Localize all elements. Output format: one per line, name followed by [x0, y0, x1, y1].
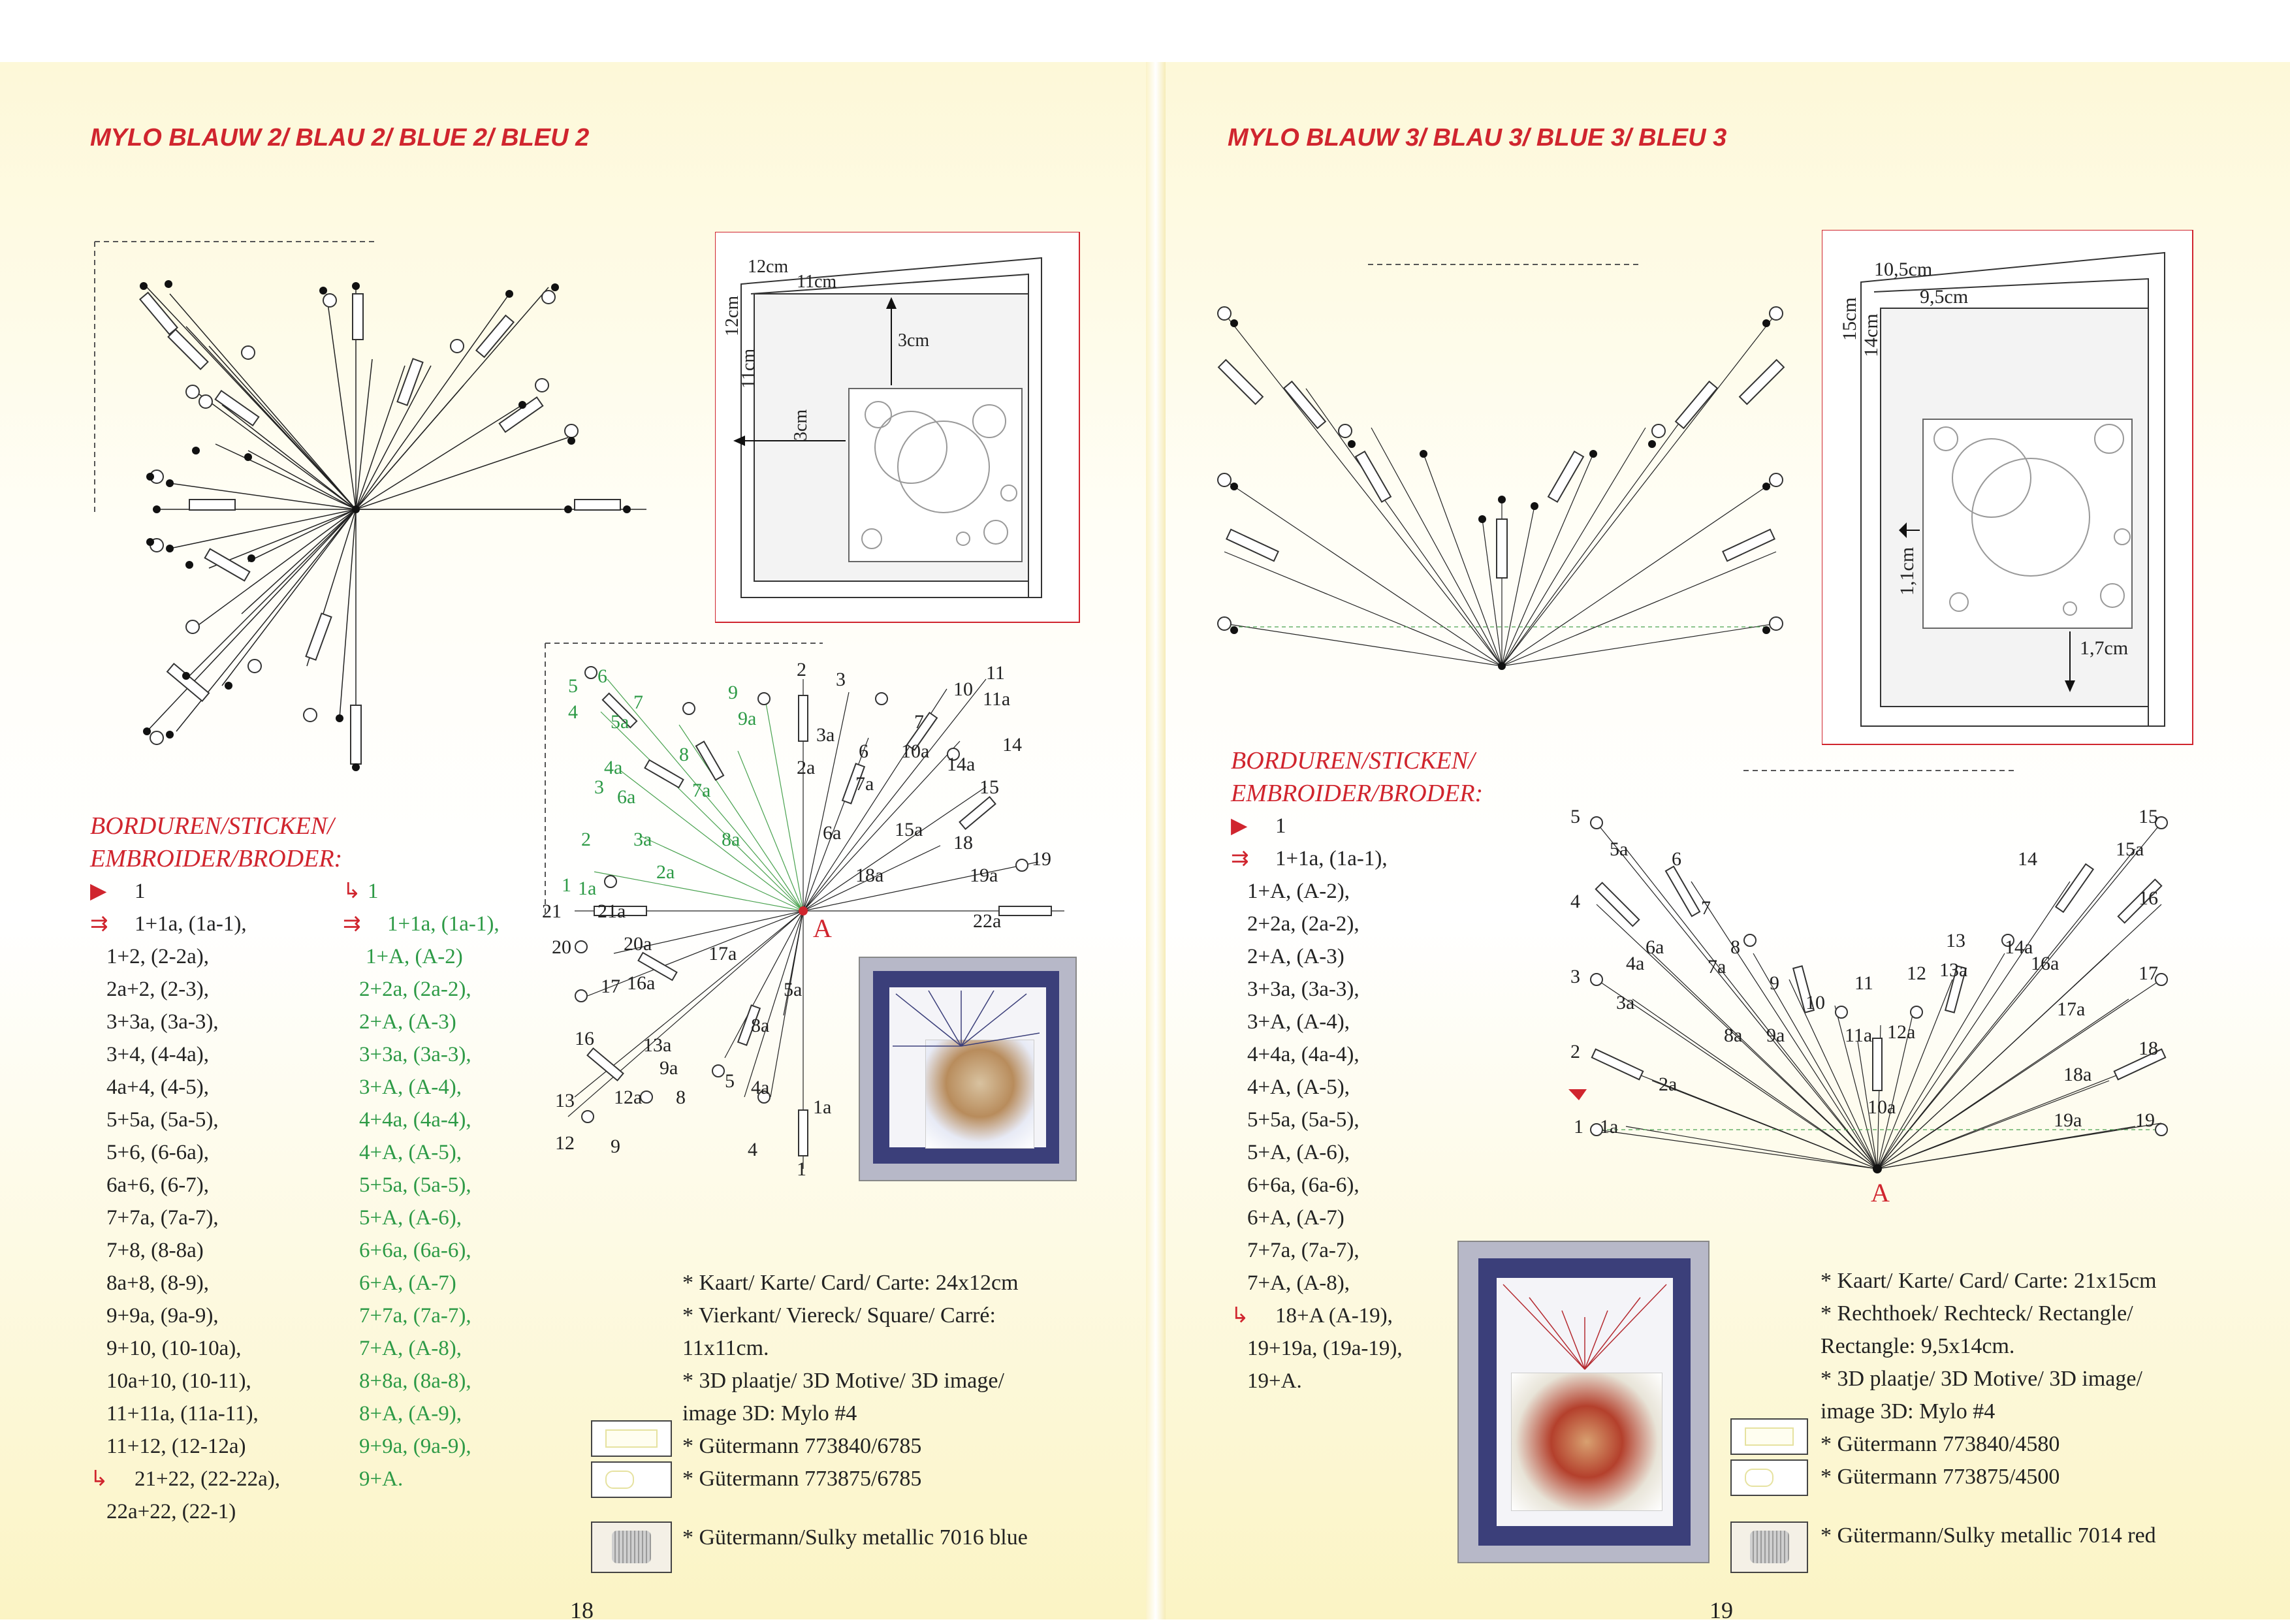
book-spine [1146, 62, 1166, 1619]
svg-text:9a: 9a [1766, 1025, 1785, 1046]
step-row: ▶ 1 [1231, 814, 1286, 838]
right-dim-offset-bottom: 1,7cm [2080, 637, 2129, 659]
step-row: 4+4a, (4a-4), [359, 1108, 471, 1132]
svg-text:2a: 2a [1659, 1074, 1678, 1095]
step-row: 8+A, (A-9), [359, 1402, 462, 1425]
svg-text:4a: 4a [1626, 953, 1645, 974]
step-row: 5+A, (A-6), [359, 1206, 462, 1230]
svg-text:9a: 9a [660, 1057, 678, 1079]
step-row: ▶ 1 [90, 880, 146, 903]
svg-text:21a: 21a [597, 900, 626, 922]
svg-text:1: 1 [797, 1158, 806, 1180]
svg-text:15a: 15a [895, 819, 923, 840]
right-numbered-pattern [1561, 764, 2214, 1215]
step-row: 5+5a, (5a-5), [359, 1173, 471, 1197]
left-finished-card-photo [859, 957, 1077, 1181]
svg-text:8a: 8a [1724, 1025, 1743, 1046]
svg-text:13: 13 [1946, 930, 1965, 951]
svg-text:11: 11 [986, 662, 1005, 684]
step-row: 2+A, (A-3) [1247, 945, 1344, 968]
svg-text:5: 5 [1570, 806, 1580, 827]
step-row: 7+7a, (7a-7), [106, 1206, 219, 1230]
left-page-number: 18 [570, 1597, 594, 1623]
svg-text:16: 16 [2139, 887, 2158, 909]
svg-text:19: 19 [2135, 1109, 2155, 1131]
right-photo-illustration [1511, 1373, 1662, 1511]
step-row: 7+7a, (7a-7), [1247, 1239, 1360, 1262]
step-row: 1+A, (A-2), [1247, 880, 1350, 903]
svg-text:5a: 5a [611, 711, 629, 733]
svg-text:11: 11 [1854, 972, 1873, 994]
svg-text:16a: 16a [2031, 953, 2059, 974]
step-row: 4+A, (A-5), [359, 1141, 462, 1164]
step-row: 6+6a, (6a-6), [1247, 1173, 1360, 1197]
svg-text:20a: 20a [624, 933, 652, 955]
step-row: 5+5a, (5a-5), [1247, 1108, 1360, 1132]
svg-text:3: 3 [594, 776, 604, 798]
svg-text:6a: 6a [1646, 936, 1664, 958]
step-row: 2+A, (A-3) [359, 1010, 456, 1034]
step-row: 3+A, (A-4), [359, 1075, 462, 1099]
left-thread-swatch-2 [591, 1461, 672, 1498]
svg-text:9: 9 [611, 1136, 620, 1157]
left-card-dimension-diagram [715, 232, 1081, 624]
svg-text:18a: 18a [855, 865, 884, 886]
left-materials: * Kaart/ Karte/ Card/ Carte: 24x12cm * Vierkant/ Viereck/ Square/ Carré: 11x11cm. * 3D plaatje/ 3D Motive/ 3D image/ image 3D: Mylo #4 * Gütermann 773840/6785 * Gütermann 773875/6785 * Gütermann/Sulky metallic 7016 blue [682, 1271, 1028, 1550]
step-row: 1+2, (2-2a), [106, 945, 209, 968]
left-dim-inner-width: 11cm [797, 272, 837, 292]
svg-text:17a: 17a [2057, 998, 2086, 1020]
right-embroider-heading: BORDUREN/STICKEN/ EMBROIDER/BRODER: [1231, 747, 1484, 807]
svg-text:6a: 6a [617, 786, 636, 808]
svg-text:14: 14 [2018, 848, 2037, 870]
step-row: 8+8a, (8a-8), [359, 1369, 471, 1393]
svg-text:16a: 16a [627, 972, 656, 994]
svg-text:15: 15 [2139, 806, 2158, 827]
svg-text:8: 8 [679, 744, 689, 765]
right-dim-inner-width: 9,5cm [1920, 286, 1969, 308]
svg-text:7a: 7a [1708, 956, 1726, 978]
right-page-number: 19 [1710, 1597, 1733, 1623]
svg-text:22a: 22a [973, 910, 1002, 932]
step-row: 7+8, (8-8a) [106, 1239, 204, 1262]
right-fan-pattern [1208, 258, 1796, 676]
step-row: ↳ 1 [343, 880, 379, 903]
right-metallic-spool-icon [1730, 1521, 1808, 1573]
step-row: 6+A, (A-7) [1247, 1206, 1344, 1230]
svg-text:4a: 4a [604, 757, 623, 778]
svg-text:4a: 4a [751, 1077, 770, 1098]
svg-text:9: 9 [1770, 972, 1779, 994]
svg-text:3a: 3a [633, 829, 652, 850]
step-row: 10a+10, (10-11), [106, 1369, 251, 1393]
svg-text:4: 4 [748, 1139, 757, 1160]
step-row: 7+A, (A-8), [1247, 1271, 1350, 1295]
left-embroider-heading: BORDUREN/STICKEN/ EMBROIDER/BRODER: [90, 812, 343, 872]
step-row: 11+11a, (11a-11), [106, 1402, 259, 1425]
svg-text:8: 8 [1730, 936, 1740, 958]
step-row: 2+2a, (2a-2), [359, 978, 471, 1001]
svg-text:15a: 15a [2116, 838, 2144, 860]
left-dim-outer-width: 12cm [748, 257, 789, 277]
step-row: ⇉ 1+1a, (1a-1), [343, 912, 500, 936]
step-row: 9+10, (10-10a), [106, 1337, 242, 1360]
svg-text:7a: 7a [692, 780, 711, 801]
right-materials: * Kaart/ Karte/ Card/ Carte: 21x15cm * Rechthoek/ Rechteck/ Rectangle/ Rectangle: 9,5x14cm. * 3D plaatje/ 3D Motive/ 3D image/ image 3D: Mylo #4 * Gütermann 773840/4580 * Gütermann 773875/4500 * Gütermann/Sulky metallic 7014 red [1821, 1269, 2157, 1548]
svg-text:3a: 3a [1616, 992, 1635, 1013]
step-row: 5+6, (6-6a), [106, 1141, 209, 1164]
svg-text:4: 4 [1570, 891, 1580, 912]
svg-text:5a: 5a [784, 979, 803, 1000]
svg-text:13: 13 [555, 1090, 575, 1111]
svg-text:2: 2 [797, 659, 806, 680]
svg-text:5a: 5a [1610, 838, 1629, 860]
svg-text:13a: 13a [1939, 959, 1968, 981]
left-thread-swatch-1 [591, 1420, 672, 1457]
svg-text:18: 18 [2139, 1038, 2158, 1059]
left-dim-inner-height: 11cm [739, 348, 759, 389]
svg-text:12: 12 [1907, 963, 1926, 984]
svg-text:2a: 2a [656, 861, 675, 883]
svg-text:11a: 11a [1845, 1025, 1873, 1046]
left-dim-outer-height: 12cm [722, 295, 742, 336]
svg-text:12a: 12a [1887, 1021, 1916, 1043]
svg-text:12a: 12a [614, 1087, 643, 1108]
step-row: 6+6a, (6a-6), [359, 1239, 471, 1262]
svg-text:6: 6 [859, 740, 868, 762]
svg-text:1a: 1a [578, 878, 597, 899]
left-page-title: MYLO BLAUW 2/ BLAU 2/ BLUE 2/ BLEU 2 [90, 124, 590, 151]
right-dim-outer-height: 15cm [1839, 297, 1860, 341]
svg-text:14a: 14a [947, 754, 976, 775]
svg-text:1: 1 [562, 874, 571, 896]
svg-text:20: 20 [552, 936, 571, 958]
svg-text:3a: 3a [816, 724, 835, 746]
svg-text:6: 6 [1672, 848, 1681, 870]
step-row: 6+A, (A-7) [359, 1271, 456, 1295]
svg-text:7a: 7a [855, 773, 874, 795]
step-row: 19+A. [1247, 1369, 1302, 1393]
step-row: ↳ 21+22, (22-22a), [90, 1467, 280, 1491]
step-row: 9+A. [359, 1467, 404, 1491]
right-dim-inner-height: 14cm [1860, 313, 1882, 357]
step-row: 3+3a, (3a-3), [1247, 978, 1360, 1001]
left-metallic-spool-icon [591, 1521, 672, 1573]
svg-text:17: 17 [2139, 963, 2158, 984]
step-row: 7+A, (A-8), [359, 1337, 462, 1360]
svg-text:5: 5 [725, 1070, 735, 1092]
svg-text:2a: 2a [797, 757, 816, 778]
right-point-A: A [1871, 1178, 1890, 1207]
left-point-A: A [813, 914, 832, 943]
right-dim-outer-width: 10,5cm [1874, 259, 1933, 280]
svg-text:10a: 10a [901, 740, 930, 762]
svg-text:21: 21 [542, 900, 562, 922]
step-row: 4+4a, (4a-4), [1247, 1043, 1360, 1066]
svg-text:18a: 18a [2063, 1064, 2092, 1085]
left-steps-col1 [90, 875, 280, 1528]
svg-text:14a: 14a [2005, 936, 2033, 958]
svg-text:18: 18 [953, 832, 973, 853]
svg-text:17: 17 [601, 976, 620, 997]
step-row: 3+3a, (3a-3), [359, 1043, 471, 1066]
step-row: 6a+6, (6-7), [106, 1173, 209, 1197]
step-row: 3+A, (A-4), [1247, 1010, 1350, 1034]
svg-text:11a: 11a [983, 688, 1011, 710]
right-card-dimension-diagram [1822, 230, 2194, 746]
svg-text:7: 7 [633, 692, 643, 713]
svg-text:16: 16 [575, 1028, 594, 1049]
step-row: 5+5a, (5a-5), [106, 1108, 219, 1132]
right-finished-card-photo [1457, 1241, 1710, 1563]
svg-text:7: 7 [914, 711, 924, 733]
step-row: ⇉ 1+1a, (1a-1), [90, 912, 247, 936]
svg-text:8a: 8a [751, 1015, 770, 1036]
step-row: 2a+2, (2-3), [106, 978, 209, 1001]
svg-text:10a: 10a [1868, 1096, 1896, 1118]
step-row: ⇉ 1+1a, (1a-1), [1231, 847, 1388, 870]
svg-text:19: 19 [1032, 848, 1051, 870]
step-row: 2+2a, (2a-2), [1247, 912, 1360, 936]
svg-text:9: 9 [728, 682, 738, 703]
svg-text:1a: 1a [813, 1096, 832, 1118]
svg-text:6: 6 [597, 665, 607, 687]
svg-text:2: 2 [581, 829, 591, 850]
svg-text:8: 8 [676, 1087, 686, 1108]
step-row: 4a+4, (4-5), [106, 1075, 209, 1099]
left-dim-offset-left: 3cm [791, 409, 811, 441]
svg-text:12: 12 [555, 1132, 575, 1154]
svg-text:8a: 8a [722, 829, 740, 850]
step-row: 9+9a, (9a-9), [359, 1435, 471, 1458]
svg-text:5: 5 [568, 675, 578, 697]
step-row: 8a+8, (8-9), [106, 1271, 209, 1295]
svg-text:13a: 13a [643, 1034, 672, 1056]
svg-text:2: 2 [1570, 1041, 1580, 1062]
step-row: 1+A, (A-2) [366, 945, 463, 968]
svg-text:19a: 19a [970, 865, 998, 886]
svg-text:3: 3 [836, 669, 846, 690]
svg-text:9a: 9a [738, 708, 757, 729]
right-dim-offset-left: 1,1cm [1896, 547, 1918, 596]
right-thread-swatch-1 [1730, 1418, 1808, 1455]
left-dim-offset-top: 3cm [898, 330, 930, 351]
right-thread-swatch-2 [1730, 1459, 1808, 1496]
step-row: ↳ 18+A (A-19), [1231, 1304, 1393, 1328]
svg-text:10: 10 [953, 678, 973, 700]
left-steps-col2 [343, 875, 500, 1495]
svg-text:3: 3 [1570, 966, 1580, 987]
right-page-title: MYLO BLAUW 3/ BLAU 3/ BLUE 3/ BLEU 3 [1228, 124, 1727, 151]
svg-text:1: 1 [1574, 1116, 1583, 1138]
svg-text:14: 14 [1002, 734, 1022, 756]
step-row: 3+4, (4-4a), [106, 1043, 209, 1066]
right-steps [1231, 810, 1403, 1397]
svg-text:10: 10 [1805, 992, 1825, 1013]
step-row: 11+12, (12-12a) [106, 1435, 246, 1458]
step-row: 5+A, (A-6), [1247, 1141, 1350, 1164]
svg-text:19a: 19a [2054, 1109, 2082, 1131]
step-row: 22a+22, (22-1) [106, 1500, 236, 1523]
step-row: 7+7a, (7a-7), [359, 1304, 471, 1328]
svg-text:6a: 6a [823, 822, 842, 844]
svg-text:4: 4 [568, 701, 578, 723]
svg-text:7: 7 [1701, 897, 1711, 919]
svg-text:1a: 1a [1600, 1116, 1619, 1138]
step-row: 19+19a, (19a-19), [1247, 1337, 1403, 1360]
step-row: 4+A, (A-5), [1247, 1075, 1350, 1099]
svg-text:17a: 17a [708, 943, 737, 964]
step-row: 9+9a, (9a-9), [106, 1304, 219, 1328]
step-row: 3+3a, (3a-3), [106, 1010, 219, 1034]
svg-text:15: 15 [979, 776, 999, 798]
